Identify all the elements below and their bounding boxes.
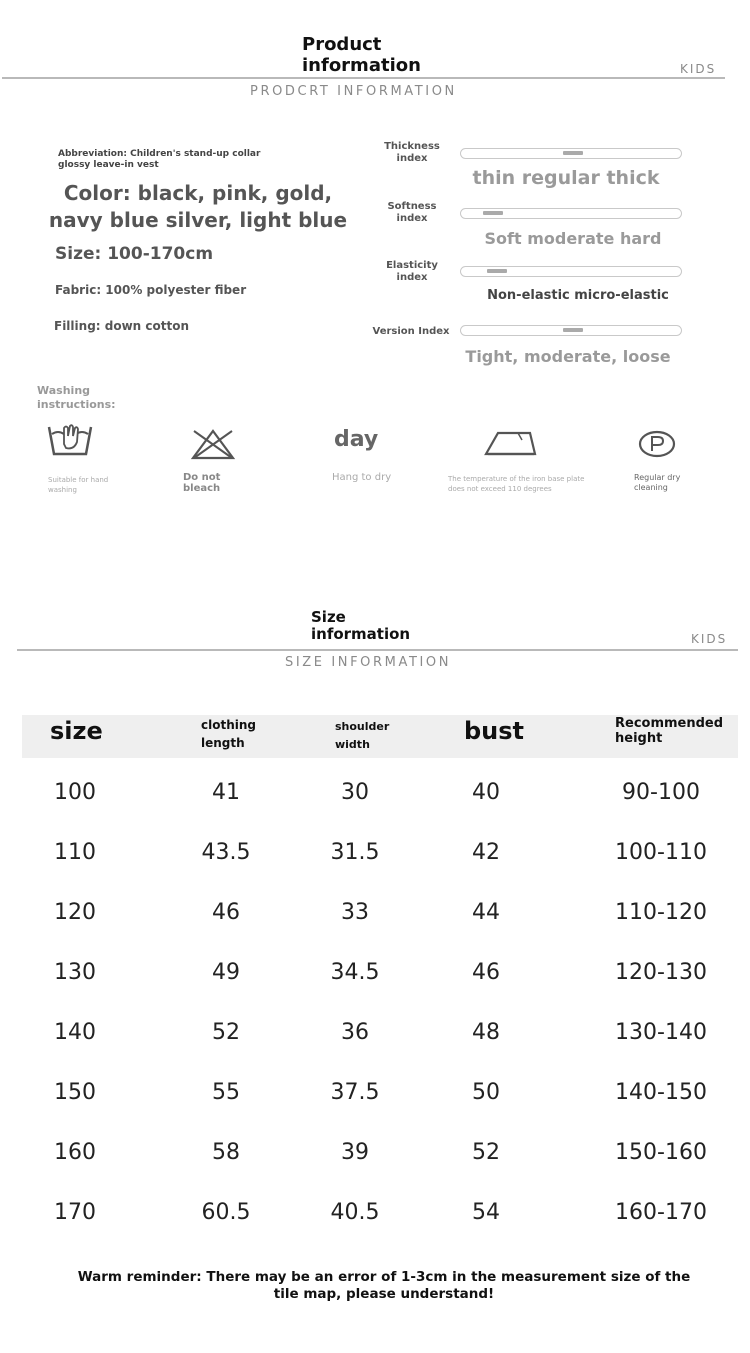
- table-cell: 31.5: [330, 840, 380, 865]
- table-cell: 43.5: [201, 840, 251, 865]
- table-cell: 37.5: [330, 1080, 380, 1105]
- index-bar: [460, 208, 682, 219]
- table-cell: 34.5: [330, 960, 380, 985]
- index-bar: [460, 148, 682, 159]
- table-cell: 40: [472, 780, 500, 805]
- index-scale-text: Tight, moderate, loose: [465, 347, 671, 366]
- index-level-marker: [563, 151, 583, 155]
- table-cell: 150: [54, 1080, 96, 1105]
- table-cell: 120-130: [615, 960, 707, 985]
- table-cell: 46: [212, 900, 240, 925]
- index-level-marker: [563, 328, 583, 332]
- wash-caption: Hang to dry: [332, 472, 392, 483]
- warm-reminder: Warm reminder: There may be an error of 1-3cm in the measurement size of the tile map, please understand!: [77, 1269, 691, 1302]
- wash-caption: Do not bleach: [183, 472, 221, 494]
- index-label: Softness index: [387, 201, 437, 224]
- table-cell: 140: [54, 1020, 96, 1045]
- table-cell: 130: [54, 960, 96, 985]
- color-text: Color: black, pink, gold, navy blue silver, light blue: [48, 181, 348, 232]
- wash-caption: The temperature of the iron base plate does not exceed 110 degrees: [448, 475, 585, 493]
- table-cell: 42: [472, 840, 500, 865]
- index-level-marker: [487, 269, 507, 273]
- day-symbol: day: [334, 427, 379, 452]
- header-recommended-height: Recommended height: [615, 716, 724, 746]
- table-cell: 110: [54, 840, 96, 865]
- section-subtitle: PRODCRT INFORMATION: [250, 84, 457, 99]
- table-cell: 33: [341, 900, 369, 925]
- hand-wash-icon: [46, 422, 94, 458]
- index-label: Version Index: [372, 326, 450, 337]
- table-cell: 58: [212, 1140, 240, 1165]
- table-row: [0, 763, 750, 823]
- fabric-text: Fabric: 100% polyester fiber: [55, 283, 247, 297]
- size-range-text: Size: 100-170cm: [55, 244, 214, 264]
- table-row: [0, 1183, 750, 1243]
- index-scale-text: Non-elastic micro-elastic: [487, 288, 669, 303]
- kids-tag: KIDS: [680, 62, 717, 76]
- table-cell: 160: [54, 1140, 96, 1165]
- table-cell: 170: [54, 1200, 96, 1225]
- index-level-marker: [483, 211, 503, 215]
- table-cell: 49: [212, 960, 240, 985]
- size-header-divider: [17, 649, 738, 651]
- table-cell: 140-150: [615, 1080, 707, 1105]
- iron-icon: [484, 430, 538, 458]
- filling-text: Filling: down cotton: [54, 319, 190, 333]
- washing-title: Washing instructions:: [37, 384, 116, 411]
- header-clothing-length: clothing length: [201, 718, 256, 750]
- index-label: Thickness index: [384, 141, 440, 164]
- table-cell: 100: [54, 780, 96, 805]
- table-cell: 41: [212, 780, 240, 805]
- table-cell: 120: [54, 900, 96, 925]
- table-cell: 110-120: [615, 900, 707, 925]
- index-label: Elasticity index: [386, 260, 438, 283]
- table-cell: 39: [341, 1140, 369, 1165]
- table-cell: 160-170: [615, 1200, 707, 1225]
- table-row: [0, 883, 750, 943]
- index-scale-text: Soft moderate hard: [484, 229, 662, 248]
- table-cell: 150-160: [615, 1140, 707, 1165]
- table-cell: 48: [472, 1020, 500, 1045]
- table-row: [0, 943, 750, 1003]
- header-bust: bust: [464, 717, 525, 745]
- table-cell: 30: [341, 780, 369, 805]
- wash-caption: Regular dry cleaning: [634, 473, 681, 492]
- wash-caption: Suitable for hand washing: [48, 476, 109, 494]
- header-shoulder-width: shoulder width: [335, 720, 390, 751]
- size-section-subtitle: SIZE INFORMATION: [285, 655, 452, 670]
- table-cell: 46: [472, 960, 500, 985]
- table-cell: 130-140: [615, 1020, 707, 1045]
- table-cell: 90-100: [622, 780, 700, 805]
- table-row: [0, 823, 750, 883]
- dry-clean-icon: [638, 430, 676, 458]
- table-cell: 52: [472, 1140, 500, 1165]
- index-bar: [460, 325, 682, 336]
- table-row: [0, 1003, 750, 1063]
- header-size: size: [50, 717, 103, 745]
- product-section-title: Product information: [302, 34, 421, 76]
- header-divider: [2, 77, 725, 79]
- index-scale-text: thin regular thick: [472, 167, 660, 189]
- index-bar: [460, 266, 682, 277]
- table-cell: 55: [212, 1080, 240, 1105]
- table-cell: 52: [212, 1020, 240, 1045]
- table-cell: 50: [472, 1080, 500, 1105]
- kids-tag: KIDS: [691, 632, 728, 646]
- table-cell: 40.5: [330, 1200, 380, 1225]
- table-cell: 60.5: [201, 1200, 251, 1225]
- table-cell: 44: [472, 900, 500, 925]
- no-bleach-icon: [190, 428, 236, 460]
- abbreviation-text: Abbreviation: Children's stand-up collar glossy leave-in vest: [58, 149, 261, 170]
- table-row: [0, 1123, 750, 1183]
- size-section-title: Size information: [311, 608, 411, 643]
- table-row: [0, 1063, 750, 1123]
- table-cell: 54: [472, 1200, 500, 1225]
- table-cell: 100-110: [615, 840, 707, 865]
- table-cell: 36: [341, 1020, 369, 1045]
